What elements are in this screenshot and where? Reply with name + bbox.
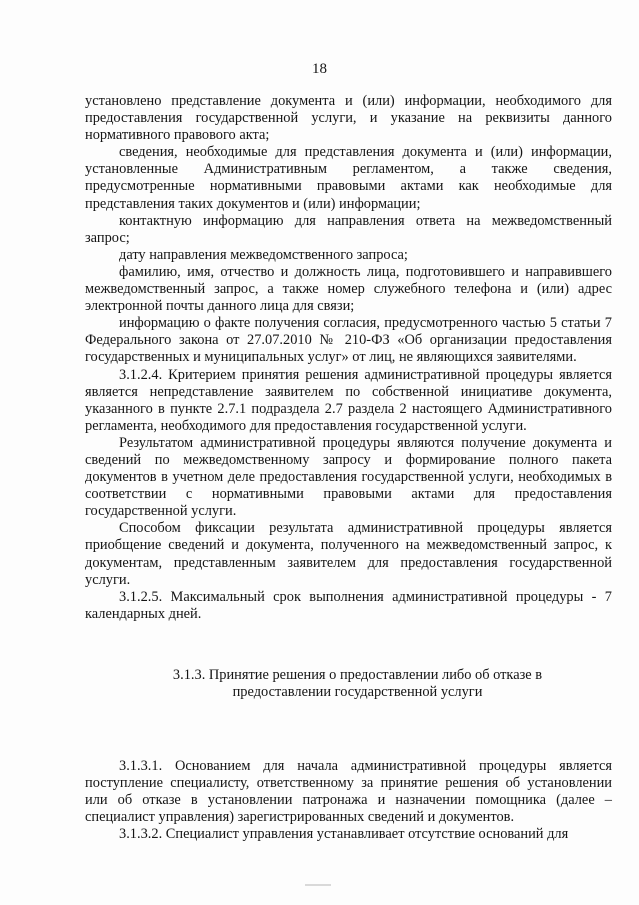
paragraph: 3.1.3.2. Специалист управления устанавливает отсутствие оснований для [119,826,569,843]
scan-artifact [305,884,331,886]
paragraph: информацию о факте получения согласия, предусмотренного частью 5 статьи 7 Федерального закона от 27.07.2010 № 210-ФЗ «Об организации предоставления государственных и муниципальных услуг» от лиц, не являющихся заявителями. [85,315,612,366]
paragraph: Результатом административной процедуры являются получение документа и сведений по межведомственному запросу и формирование полного пакета документов в учетном деле предоставления государственной услуги, необходимых в соответствии с нормативными правовыми актами для предоставления государственной услуги. [85,434,612,520]
paragraph: Способом фиксации результата административной процедуры является приобщение сведений и документа, полученного на межведомственный запрос, к документам, представленным заявителем для предоставления государственной услуги. [85,520,612,588]
section-heading-line-1: 3.1.3. Принятие решения о предоставлении либо об отказе в [172,667,543,683]
body-text-block-2 [85,758,612,843]
page-number: 18 [312,61,327,77]
paragraph: 3.1.2.4. Критерием принятия решения административной процедуры является является непредставление заявителем по собственной инициативе документа, указанного в пункте 2.7.1 подраздела 2.7 раздела 2 настоящего Административного регламента, необходимого для предоставления государственной услуги. [85,366,612,434]
paragraph: контактную информацию для направления ответа на межведомственный запрос; [85,212,612,246]
paragraph: установлено представление документа и (или) информации, необходимого для предоставления государственной услуги, и указание на реквизиты данного нормативного правового акта; [85,93,612,144]
paragraph: 3.1.2.5. Максимальный срок выполнения административной процедуры - 7 календарных дней. [85,588,612,622]
section-heading-line-2: предоставлении государственной услуги [232,684,483,701]
section-heading [85,667,612,701]
body-text-block-1 [85,93,612,623]
paragraph: сведения, необходимые для представления документа и (или) информации, установленные Административным регламентом, а также сведения, предусмотренные нормативными правовыми актами как необходимые для представления таких документов и (или) информации; [85,144,612,212]
paragraph: 3.1.3.1. Основанием для начала административной процедуры является поступление специалисту, ответственному за принятие решения об установлении или об отказе в установлении патронажа и назначении помощника (далее – специалист управления) зарегистрированных сведений и документов. [85,758,612,826]
paragraph: дату направления межведомственного запроса; [119,246,408,263]
paragraph: фамилию, имя, отчество и должность лица, подготовившего и направившего межведомственный запрос, а также номер служебного телефона и (или) адрес электронной почты данного лица для связи; [85,263,612,315]
